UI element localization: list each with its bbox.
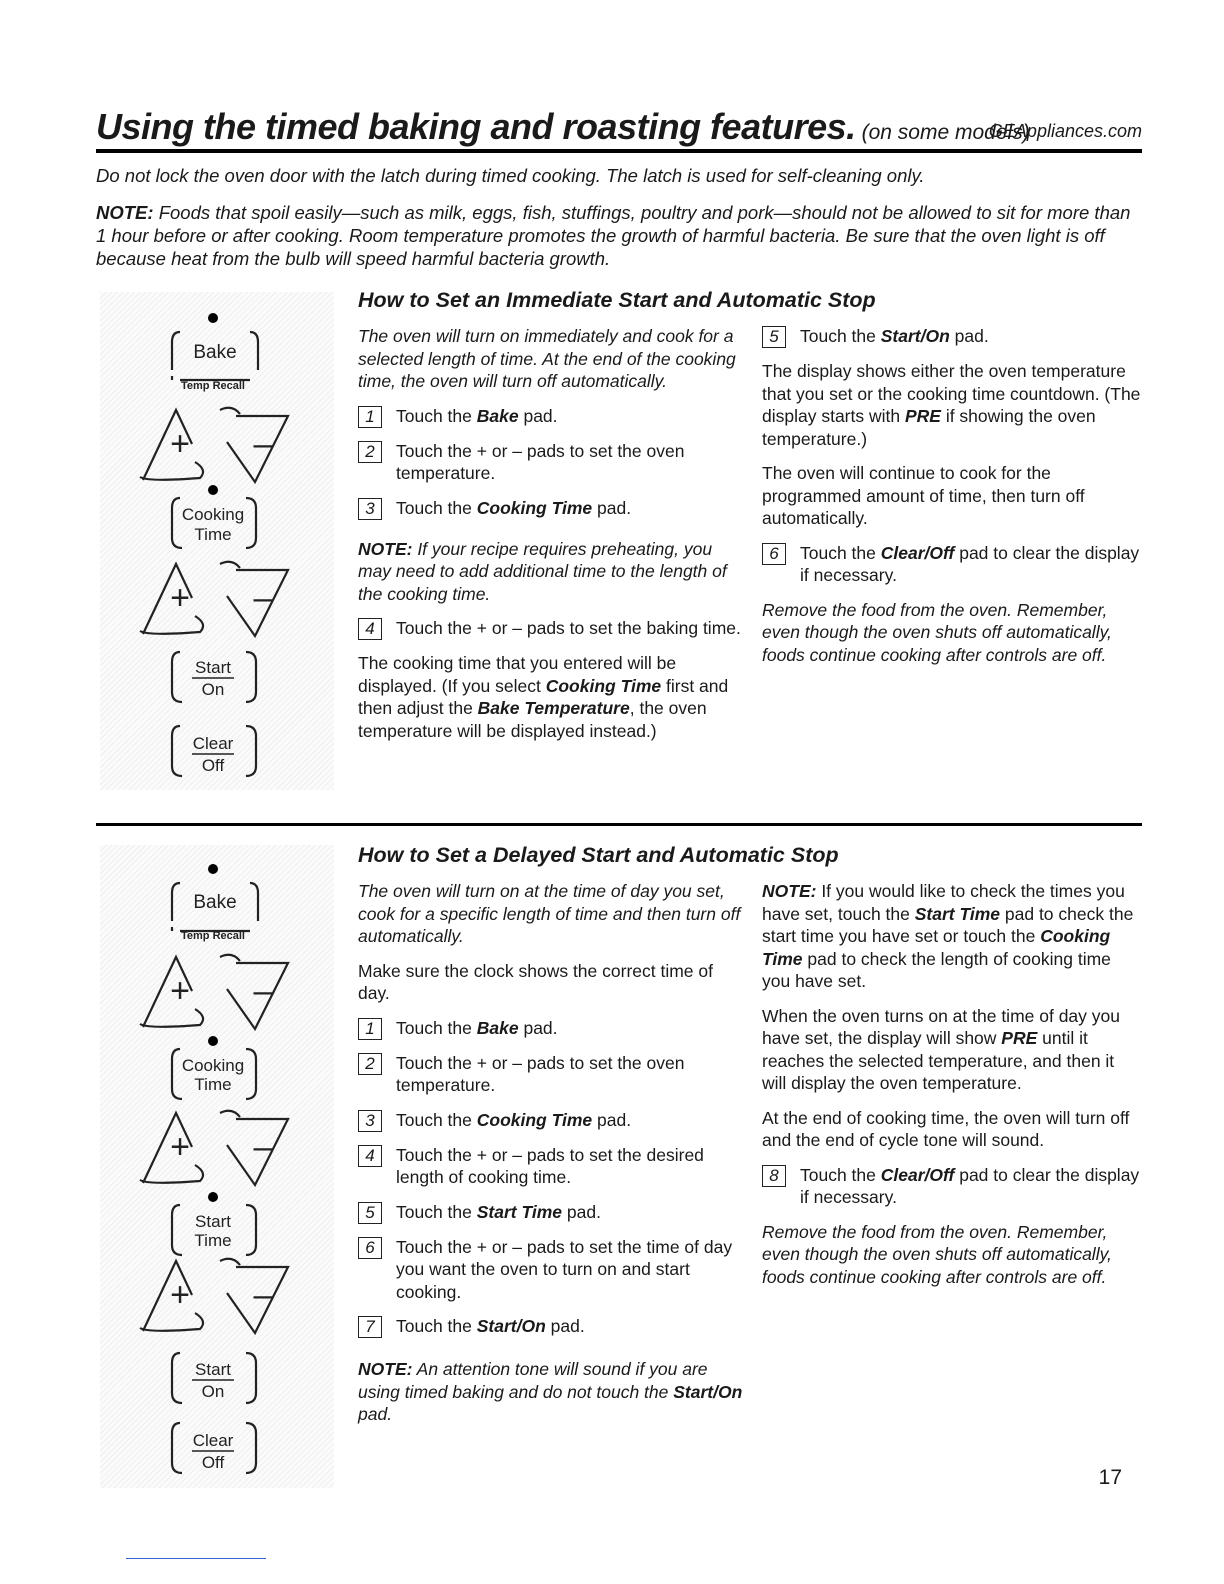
svg-text:Start: Start — [195, 1212, 231, 1231]
s2-check-note: NOTE: If you would like to check the times you have set, touch the Start Time pad to check the start time you have set or touch the Cooking Time pad to check the length of cooking time you have set. — [762, 881, 1134, 991]
s1-note: NOTE: If your recipe requires preheating, you may need to add additional time to the length of the cooking time. — [358, 538, 727, 604]
section-divider — [96, 823, 1142, 826]
plus-minus-pads-2[interactable] — [140, 562, 288, 636]
control-pads-1 — [100, 292, 334, 790]
cooking-time-pad[interactable] — [172, 1036, 256, 1099]
s2-step-6: 6 Touch the + or – pads to set the time of day you want the oven to turn on and start cooking. — [358, 1236, 743, 1304]
page-title: Using the timed baking and roasting features. (on some models) — [96, 106, 1030, 147]
start-time-pad[interactable] — [172, 1192, 256, 1255]
s1-step-6: 6 Touch the Clear/Off pad to clear the display if necessary. — [762, 542, 1142, 587]
svg-text:+: + — [170, 972, 190, 1010]
svg-text:–: – — [253, 1128, 273, 1166]
s1-remove: Remove the food from the oven. Remember, even though the oven shuts off automatically, foods continue cooking after controls are off. — [762, 599, 1112, 665]
plus-minus-pads-1[interactable] — [140, 408, 288, 482]
s2-turns-on: When the oven turns on at the time of day you have set, the display will show PRE until it reaches the selected temperature, and then it will display the oven temperature. — [762, 1005, 1120, 1093]
clear-label: Clear — [192, 734, 234, 753]
s1-step-1: 1 Touch the Bake pad. — [358, 405, 743, 428]
s1-display-note: The cooking time that you entered will be displayed. (If you select Cooking Time first and then adjust the Bake Temperature, the oven temperature will be displayed instead.) — [358, 653, 729, 741]
off-label: Off — [201, 756, 225, 775]
start-on-pad[interactable] — [172, 652, 256, 702]
start-label: Start — [195, 658, 231, 677]
page-number: 17 — [1098, 1466, 1122, 1489]
s1-step-2: 2 Touch the + or – pads to set the oven temperature. — [358, 440, 743, 485]
s2-remove: Remove the food from the oven. Remember, even though the oven shuts off automatically, foods continue cooking after controls are off. — [762, 1221, 1112, 1287]
s1-continue: The oven will continue to cook for the programmed amount of time, then turn off automatically. — [762, 463, 1085, 528]
s2-step-5: 5 Touch the Start Time pad. — [358, 1201, 743, 1224]
svg-text:Temp Recall: Temp Recall — [181, 930, 245, 942]
s2-step-7: 7 Touch the Start/On pad. — [358, 1315, 743, 1338]
svg-text:+: + — [170, 1276, 190, 1314]
time-label: Time — [194, 525, 232, 544]
svg-text:–: – — [253, 1276, 273, 1314]
clear-off-pad[interactable] — [172, 726, 256, 776]
cooking-label: Cooking — [181, 505, 245, 524]
plus-minus-pads-2[interactable] — [140, 1111, 288, 1185]
section2-heading: How to Set a Delayed Start and Automatic Stop — [358, 843, 839, 867]
temp-recall-label: Temp Recall — [181, 380, 245, 392]
clear-off-pad[interactable] — [172, 1423, 256, 1473]
minus-icon: – — [253, 425, 273, 463]
svg-text:Bake: Bake — [193, 892, 237, 913]
s2-intro: The oven will turn on at the time of day you set, cook for a specific length of time and then turn off automatically. — [358, 881, 741, 946]
section2-right-column — [762, 880, 1142, 1300]
s2-note: NOTE: An attention tone will sound if you are using timed baking and do not touch the Start/On pad. — [358, 1359, 743, 1424]
svg-text:Time: Time — [194, 1075, 232, 1094]
s2-end: At the end of cooking time, the oven will turn off and the end of cycle tone will sound. — [762, 1107, 1130, 1150]
section2-left-column — [358, 880, 743, 1438]
s2-step-3: 3 Touch the Cooking Time pad. — [358, 1109, 743, 1132]
section1-right-column — [762, 325, 1142, 678]
intro-note: NOTE: Foods that spoil easily—such as milk, eggs, fish, stuffings, poultry and pork—should not be allowed to sit for more than 1 hour before or after cooking. Room temperature promotes the growth of harmful bacteria. Be sure that the oven light is off because heat from the bulb will speed harmful bacteria growth. — [96, 202, 1131, 269]
svg-text:Start: Start — [195, 1360, 231, 1379]
page-subtitle: (on some models) — [861, 121, 1030, 144]
svg-text:+: + — [170, 579, 190, 617]
plus-minus-pads-1[interactable] — [140, 955, 288, 1029]
svg-text:–: – — [253, 972, 273, 1010]
cooking-time-pad[interactable] — [172, 485, 256, 548]
control-panel-2 — [100, 845, 334, 1488]
site-url: GEAppliances.com — [988, 121, 1142, 141]
bake-label: Bake — [193, 342, 237, 363]
svg-text:On: On — [201, 1382, 225, 1401]
plus-icon: + — [170, 425, 190, 463]
s2-step-8: 8 Touch the Clear/Off pad to clear the display if necessary. — [762, 1164, 1142, 1209]
s1-step-3: 3 Touch the Cooking Time pad. — [358, 497, 743, 520]
bake-pad[interactable] — [172, 864, 258, 942]
svg-text:Cooking: Cooking — [181, 1056, 245, 1075]
s1-intro: The oven will turn on immediately and cook for a selected length of time. At the end of the cooking time, the oven will turn off automatically. — [358, 326, 736, 391]
bake-pad[interactable] — [172, 313, 258, 392]
section1-heading: How to Set an Immediate Start and Automatic Stop — [358, 288, 876, 312]
header-rule — [96, 149, 1142, 153]
s1-step-5: 5 Touch the Start/On pad. — [762, 325, 1142, 348]
footer-line — [126, 1558, 266, 1559]
s2-clock: Make sure the clock shows the correct time of day. — [358, 960, 713, 1003]
svg-text:+: + — [170, 1128, 190, 1166]
s2-step-2: 2 Touch the + or – pads to set the oven temperature. — [358, 1052, 743, 1097]
svg-text:–: – — [253, 579, 273, 617]
intro-latch: Do not lock the oven door with the latch during timed cooking. The latch is used for self-cleaning only. — [96, 165, 925, 186]
section1-left-column — [358, 325, 743, 754]
plus-minus-pads-3[interactable] — [140, 1259, 288, 1333]
control-pads-2 — [100, 845, 334, 1488]
s2-step-1: 1 Touch the Bake pad. — [358, 1017, 743, 1040]
svg-text:Time: Time — [194, 1231, 232, 1250]
svg-text:Off: Off — [201, 1453, 225, 1472]
s1-display: The display shows either the oven temperature that you set or the cooking time countdown. (The display starts with PRE if showing the oven temperature.) — [762, 361, 1141, 449]
svg-text:Clear: Clear — [192, 1431, 234, 1450]
on-label: On — [201, 680, 225, 699]
s1-step-4: 4 Touch the + or – pads to set the baking time. — [358, 617, 743, 640]
s2-step-4: 4 Touch the + or – pads to set the desired length of cooking time. — [358, 1144, 743, 1189]
control-panel-1 — [100, 292, 334, 790]
start-on-pad[interactable] — [172, 1353, 256, 1403]
